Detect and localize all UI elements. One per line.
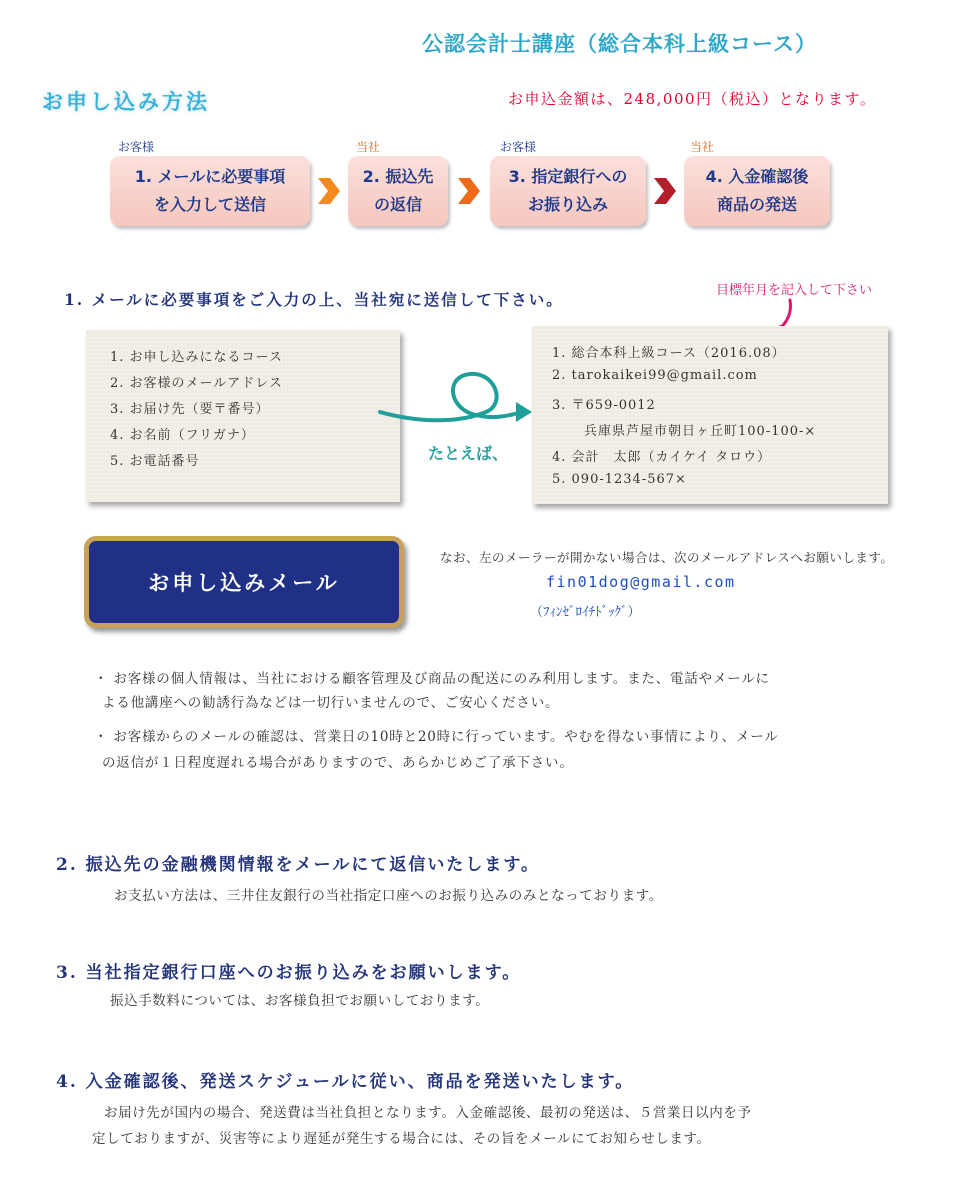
required-item: 4. お名前（フリガナ） bbox=[110, 428, 255, 443]
step-2-owner: 当社 bbox=[356, 140, 381, 154]
section-3-heading: 3. 当社指定銀行口座へのお振り込みをお願いします。 bbox=[56, 963, 522, 983]
required-items-card bbox=[86, 330, 400, 502]
section-4-body-line2: 定しておりますが、災害等により遅延が発生する場合には、その旨をメールにてお知らせします。 bbox=[92, 1131, 711, 1147]
section-2-body: お支払い方法は、三井住友銀行の当社指定口座へのお振り込みのみとなっております。 bbox=[114, 888, 663, 904]
section-1-heading: 1. メールに必要事項をご入力の上、当社宛に送信して下さい。 bbox=[64, 290, 564, 309]
chevron-right-icon bbox=[652, 176, 678, 206]
example-item: 4. 会計 太郎（カイケイ タロウ） bbox=[552, 450, 772, 465]
section-3-body: 振込手数料については、お客様負担でお願いしております。 bbox=[110, 993, 490, 1009]
privacy-note-line1: ・ お客様の個人情報は、当社における顧客管理及び商品の配送にのみ利用します。また、電話やメールに bbox=[94, 671, 770, 687]
step-2-box bbox=[348, 156, 448, 226]
section-4-body-line1: お届け先が国内の場合、発送費は当社負担となります。入金確認後、最初の発送は、５営業日以内を予 bbox=[104, 1105, 752, 1121]
step-4-line2: 商品の発送 bbox=[716, 195, 797, 214]
example-item: 兵庫県芦屋市朝日ヶ丘町100-100-× bbox=[584, 424, 817, 439]
example-item: 1. 総合本科上級コース（2016.08） bbox=[552, 346, 786, 361]
step-2-line2: の返信 bbox=[373, 195, 422, 214]
step-1-owner: お客様 bbox=[118, 140, 155, 154]
price-note: お申込金額は、248,000円（税込）となります。 bbox=[508, 90, 877, 108]
required-item: 2. お客様のメールアドレス bbox=[110, 376, 283, 391]
step-1-line1: 1. メールに必要事項 bbox=[134, 167, 286, 186]
curved-arrow-icon bbox=[376, 366, 536, 436]
example-item: 3. 〒659-0012 bbox=[552, 398, 656, 413]
howto-title: お申し込み方法 bbox=[42, 90, 210, 114]
example-label: たとえば、 bbox=[428, 444, 509, 463]
step-3-line2: お振り込み bbox=[527, 195, 608, 214]
step-1-box bbox=[110, 156, 310, 226]
course-title: 公認会計士講座（総合本科上級コース） bbox=[422, 32, 817, 56]
alt-email-reading: （ﾌｨﾝｾﾞﾛｲﾁﾄﾞｯｸﾞ） bbox=[530, 605, 641, 620]
required-item: 5. お電話番号 bbox=[110, 454, 200, 469]
reply-note-line2: の返信が１日程度遅れる場合がありますので、あらかじめご了承下さい。 bbox=[102, 755, 574, 771]
required-item: 3. お届け先（要〒番号） bbox=[110, 402, 270, 417]
step-4-owner: 当社 bbox=[690, 140, 715, 154]
step-3-line1: 3. 指定銀行への bbox=[508, 167, 628, 186]
alt-email-link[interactable]: fin01dog@gmail.com bbox=[546, 573, 736, 591]
step-1-line2: を入力して送信 bbox=[153, 195, 266, 214]
alt-address-note: なお、左のメーラーが開かない場合は、次のメールアドレスへお願いします。 bbox=[440, 550, 894, 565]
step-3-owner: お客様 bbox=[500, 140, 537, 154]
section-2-heading: 2. 振込先の金融機関情報をメールにて返信いたします。 bbox=[56, 855, 540, 875]
step-2-line1: 2. 振込先 bbox=[362, 167, 434, 186]
step-4-box bbox=[684, 156, 830, 226]
chevron-right-icon bbox=[316, 176, 342, 206]
section-4-heading: 4. 入金確認後、発送スケジュールに従い、商品を発送いたします。 bbox=[56, 1072, 635, 1092]
example-item: 5. 090-1234-567× bbox=[552, 472, 687, 487]
required-item: 1. お申し込みになるコース bbox=[110, 350, 283, 365]
step-4-line1: 4. 入金確認後 bbox=[705, 167, 809, 186]
step-3-box bbox=[490, 156, 646, 226]
privacy-note-line2: よる他講座への勧誘行為などは一切行いませんので、ご安心ください。 bbox=[102, 695, 560, 711]
hint-text: 目標年月を記入して下さい bbox=[716, 283, 873, 298]
reply-note-line1: ・ お客様からのメールの確認は、営業日の10時と20時に行っています。やむを得ない事情により、メール bbox=[94, 729, 779, 745]
chevron-right-icon bbox=[456, 176, 482, 206]
apply-mail-button[interactable]: お申し込みメール bbox=[84, 536, 404, 628]
example-item: 2. tarokaikei99@gmail.com bbox=[552, 368, 758, 383]
example-card bbox=[532, 326, 888, 504]
